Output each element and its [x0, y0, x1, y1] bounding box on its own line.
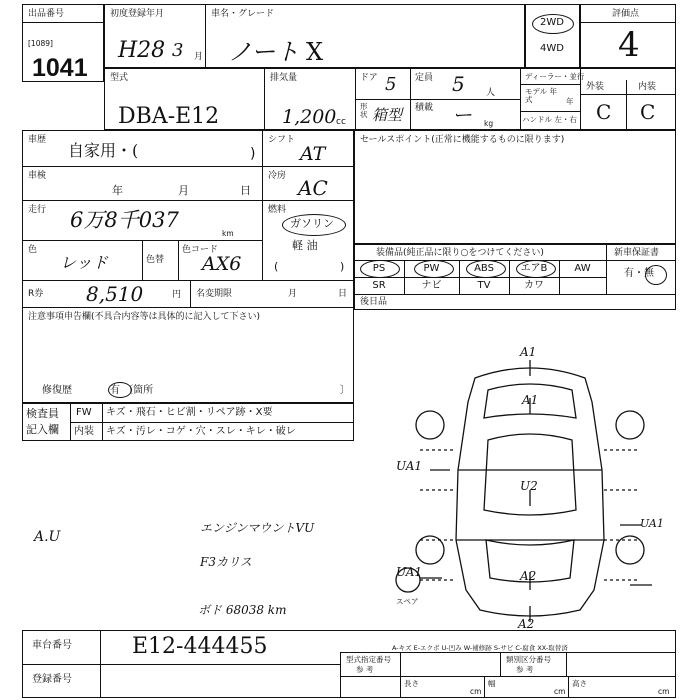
rear-seat-label: 後日品	[360, 297, 388, 307]
mileage-value: 6万8千037	[70, 208, 179, 232]
notes-label: 注意事項申告欄(不具合内容等は具体的に記入して下さい)	[28, 312, 261, 322]
score-label: 評価点	[612, 9, 640, 19]
equip-pw: PW	[423, 263, 440, 274]
shape-value: 箱型	[372, 106, 403, 124]
inspector-note-4: ボド 68038 km	[198, 603, 287, 617]
dealer-label: ディーラー・並行	[525, 72, 585, 81]
doors-value: 5	[385, 74, 397, 95]
repair-mark	[108, 382, 132, 398]
score-value: 4	[618, 25, 640, 65]
color-code-label: 色コード	[182, 245, 219, 255]
category-ref: 参 考	[516, 665, 534, 674]
mileage-label: 走行	[28, 205, 47, 215]
person-unit: 人	[486, 88, 496, 98]
interior-check-text: キズ・汚レ・コゲ・穴・スレ・キレ・破レ	[106, 426, 296, 437]
inspection-month-unit: 月	[178, 184, 189, 197]
model-label: 型式	[110, 73, 129, 83]
load-label: 積載	[415, 103, 434, 113]
displacement-value: 1,200	[282, 106, 337, 128]
interior-check-label: 内装	[74, 426, 94, 437]
color-value: レッド	[60, 253, 108, 272]
height-label: 高さ	[572, 679, 587, 688]
car-name: ノート	[228, 38, 300, 66]
mark-a2-bumper: A2	[518, 617, 535, 631]
exterior-label: 外装	[586, 82, 605, 92]
type-designation-ref: 参 考	[356, 665, 374, 674]
shape-label: 形状	[360, 102, 368, 119]
circle-airbag	[516, 260, 556, 278]
inspection-year-unit: 年	[112, 184, 123, 197]
door-label: ドア	[360, 73, 378, 83]
color-code-value: AX6	[202, 253, 242, 275]
car-grade-label: 車名・グレード	[211, 9, 275, 19]
width-unit: cm	[554, 687, 566, 696]
circle-warranty-no	[645, 265, 667, 285]
equip-tv: TV	[477, 280, 491, 291]
drive-2wd: 2WD	[540, 17, 564, 28]
width-label: 幅	[488, 679, 496, 688]
interior-value: C	[640, 100, 656, 124]
equip-airbag: エアB	[520, 263, 548, 274]
fuel-paren-open: (	[274, 260, 279, 273]
equip-leather: カワ	[524, 280, 544, 291]
spare-label: スペア	[396, 597, 419, 606]
circle-ps	[360, 260, 400, 278]
equip-aw: AW	[574, 263, 591, 274]
model-year-unit: 年	[566, 97, 574, 106]
repair-close: 〕	[340, 385, 350, 396]
lot-label: 出品番号	[28, 9, 65, 19]
inspection-label: 車検	[28, 171, 47, 181]
fuel-gas: ガソリン	[290, 217, 334, 230]
kg-unit: kg	[484, 119, 494, 128]
month-value: 3	[172, 40, 184, 61]
cc-unit: cc	[336, 117, 346, 127]
fw-text: キズ・飛石・ヒビ割・リペア跡・X要	[106, 407, 273, 418]
shift-label: シフト	[268, 135, 296, 145]
chassis-value: E12-444455	[132, 634, 268, 659]
fuel-paren-close: )	[340, 260, 345, 273]
mark-a1-bonnet: A1	[522, 393, 539, 407]
repair-label: 修復歴	[42, 385, 72, 396]
lot-sub: [1089]	[28, 39, 53, 48]
fuel-diesel: 軽 油	[292, 239, 318, 252]
interior-label: 内装	[638, 82, 657, 92]
height-unit: cm	[658, 687, 670, 696]
lot-number: 1041	[32, 54, 88, 82]
color-change-label: 色替	[146, 255, 165, 265]
first-reg-label: 初度登録年月	[110, 9, 165, 19]
era-year: H28	[118, 38, 166, 63]
inspector-note-1: A.U	[34, 529, 61, 545]
warranty-value: 有・無	[624, 268, 654, 279]
mark-a1-top: A1	[520, 345, 537, 359]
recycle-label: R券	[28, 289, 44, 299]
history-label: 車歴	[28, 135, 47, 145]
name-change-month: 月	[288, 289, 298, 299]
equip-abs: ABS	[474, 263, 494, 274]
history-value: 自家用・(	[68, 141, 139, 160]
type-designation-label: 型式指定番号	[346, 655, 391, 664]
inspector-note-2: エンジンマウントVU	[200, 521, 315, 535]
aircon-value: AC	[298, 176, 328, 200]
equip-navi: ナビ	[421, 280, 442, 291]
displacement-label: 排気量	[270, 73, 298, 83]
circle-pw	[414, 260, 454, 278]
car-grade: X	[306, 38, 324, 66]
exterior-value: C	[596, 100, 612, 124]
name-change-label: 名変期限	[196, 289, 233, 299]
equip-sr: SR	[372, 280, 386, 291]
km-unit: km	[222, 229, 234, 238]
mark-ua1-rear-left: UA1	[396, 565, 423, 579]
wheels	[396, 411, 644, 592]
damage-legend: A-キズ E-エクボ U-凹み W-補修跡 S-サビ C-腐食 XX-取替済	[392, 644, 568, 652]
inspector-label-2: 記入欄	[26, 423, 59, 436]
recycle-value: 8,510	[86, 282, 144, 306]
circle-abs	[466, 260, 506, 278]
reg-label: 登録番号	[32, 674, 72, 685]
drive-4wd: 4WD	[540, 43, 564, 54]
mark-u2-roof: U2	[520, 479, 538, 493]
mark-ua1-left: UA1	[396, 459, 423, 473]
fuel-label: 燃料	[268, 205, 287, 215]
sales-point-box	[354, 130, 676, 244]
model-year-label: モデル 年式	[525, 87, 558, 104]
inspection-day-unit: 日	[240, 184, 251, 197]
yen-unit: 円	[172, 290, 182, 300]
warranty-label: 新車保証書	[614, 248, 660, 258]
sales-point-label: セールスポイント(正常に機能するものに限ります)	[360, 135, 565, 145]
fw-label: FW	[76, 407, 92, 418]
equip-ps: PS	[372, 263, 386, 274]
capacity-value: 5	[452, 72, 465, 96]
history-close: )	[250, 146, 256, 162]
length-label: 長さ	[404, 679, 419, 688]
aircon-label: 冷房	[268, 171, 287, 181]
load-value: ー	[452, 103, 472, 127]
name-change-day: 日	[338, 289, 348, 299]
inspector-note-3: F3カリス	[200, 555, 252, 569]
category-label: 類別区分番号	[506, 655, 551, 664]
chassis-label: 車台番号	[32, 640, 72, 651]
repair-value: 有 〔箇所	[110, 385, 154, 396]
capacity-label: 定員	[415, 73, 434, 83]
model-value: DBA-E12	[118, 104, 220, 129]
handle-label: ハンドル 左・右	[522, 115, 577, 124]
length-unit: cm	[470, 687, 482, 696]
mark-a2-trunk: A2	[520, 569, 537, 583]
equipment-label: 装備品(純正品に限り○をつけてください)	[376, 248, 544, 258]
shift-value: AT	[300, 143, 326, 165]
color-label: 色	[28, 245, 38, 255]
inspector-label-1: 検査員	[26, 407, 59, 420]
mark-ua1-right: UA1	[640, 517, 664, 530]
month-unit: 月	[194, 52, 204, 62]
